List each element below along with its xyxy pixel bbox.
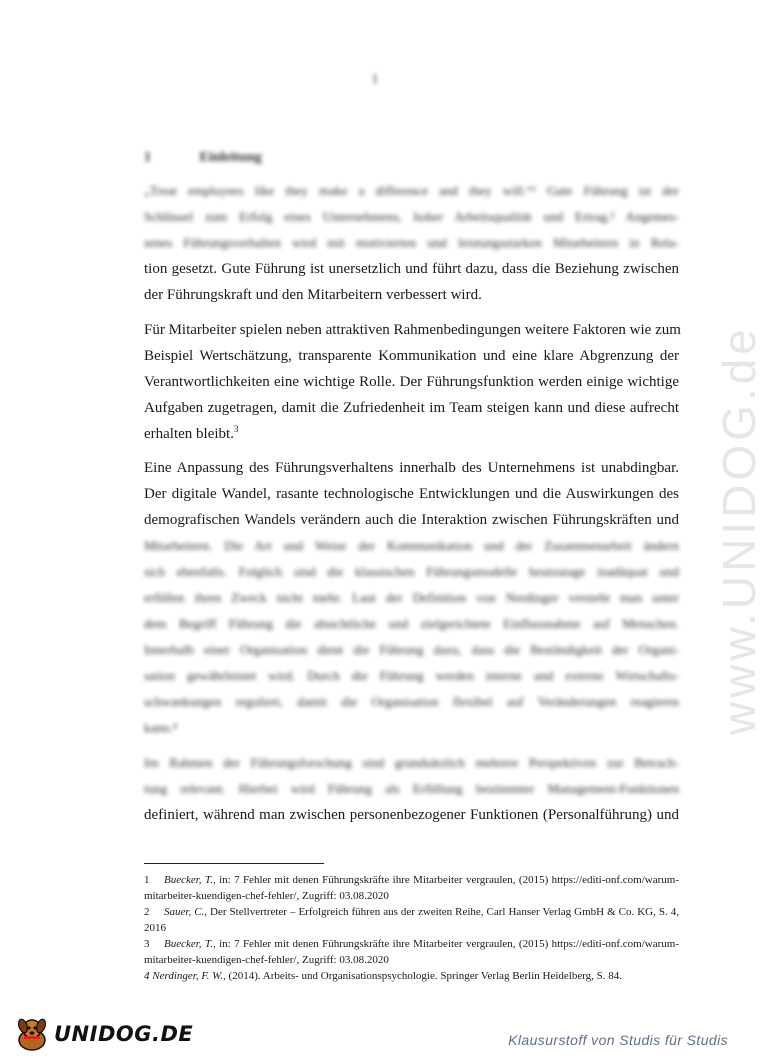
text-line: Aufgaben zugetragen, damit die Zufriedenheit im Team steigen kann und diese aufrecht [144,400,679,416]
paragraph-intro [144,178,679,308]
text-line: tung relevant. Hierbei wird Führung als Erfüllung bestimmter Management-Funktionen [144,781,679,796]
text-line: erfüllen ihren Zweck nicht mehr. Laut der Definition von Nerdinger versteht man unter [144,590,679,605]
text-line: „Treat employees like they make a difference and they will.“¹ Gute Führung ist der [144,183,679,198]
footnote [144,968,679,984]
footnote-divider [144,863,324,864]
footnote-reference: 3 [233,424,239,434]
footnote-text: Der Stellvertreter – Erfolgreich führen aus der zweiten Reihe, Carl Hanser Verlag GmbH & Co. KG, S. 4, 2016 [144,906,679,934]
text-line: Eine Anpassung des Führungsverhaltens innerhalb des Unternehmens ist unabdingbar. [144,460,679,476]
footnote-mark: 2 [144,906,150,918]
footnote-text: in: 7 Fehler mit denen Führungskräfte ihre Mitarbeiter vergraulen, (2015) https://editi-onf.com/warum-mitarbeiter-kuendigen-chef-fehler/, Zugriff: 03.08.2020 [144,938,679,966]
text-line: sation gewährleistet wird. Durch die Führung werden interne und externe Wirtschafts- [144,668,679,683]
footnote-author: 4 Nerdinger, F. W., [144,970,226,982]
footnote [144,936,679,968]
page-footer [0,1010,750,1059]
dog-mascot-icon [12,1016,52,1052]
unidog-logo[interactable] [12,1016,193,1052]
footnote [144,872,679,904]
text-line: tion gesetzt. Gute Führung ist unersetzlich und führt dazu, dass die Beziehung zwischen [144,261,679,277]
text-line: schwankungen reguliert, damit die Organisation flexibel auf Veränderungen reagieren [144,694,679,709]
text-line: sich ebenfalls. Folglich sind die klassischen Führungsmodelle heutzutage inadäquat und [144,564,679,579]
paragraph-2 [144,317,679,447]
footnotes [144,872,679,984]
page-number: 1 [371,72,379,87]
footnote-author: Buecker, T., [164,874,216,886]
text-line: Der digitale Wandel, rasante technologische Entwicklungen und die Auswirkungen des [144,486,679,502]
footnote [144,904,679,936]
footer-tagline: Klausurstoff von Studis für Studis [508,1032,728,1048]
text-line: demografischen Wandels verändern auch die Interaktion zwischen Führungskräften und [144,512,679,528]
text-line: Schlüssel zum Erfolg eines Unternehmens, hoher Arbeitsqualität und Ertrag.² Angemes- [144,209,679,224]
logo-text: UNIDOG.DE [54,1022,194,1046]
text-line: Innerhalb einer Organisation dient die Führung dazu, dass die Beständigkeit der Organi- [144,642,679,657]
text-line: Im Rahmen der Führungsforschung sind grundsätzlich mehrere Perspektiven zur Betrach- [144,755,679,770]
text-line: der Führungskraft und den Mitarbeitern verbessert wird. [144,287,482,303]
footnote-text: (2014). Arbeits- und Organisationspsychologie. Springer Verlag Berlin Heidelberg, S. 84. [225,970,623,982]
text-line: Mitarbeitern. Die Art und Weise der Kommunikation und der Zusammenarbeit ändern [144,538,679,553]
text-line: kann.⁴ [144,720,178,735]
text-line: senes Führungsverhalten wird mit motivierten und leistungsstarken Mitarbeitern in Rela- [144,235,679,250]
footnote-author: Buecker, T., [164,938,216,950]
text-line: Beispiel Wertschätzung, transparente Kommunikation und eine klare Abgrenzung der [144,348,679,364]
watermark: www.UNIDOG.de [713,325,765,735]
footnote-author: Sauer, C., [164,906,208,918]
footnote-mark: 3 [144,938,150,950]
section-heading [144,150,262,166]
footnote-mark: 1 [144,874,150,886]
intro-blurred-block [144,178,679,256]
para4-blurred-block [144,750,679,802]
para3-blurred-block [144,533,679,741]
text-line: dem Begriff Führung die absichtliche und zielgerichtete Einflussnahme auf Menschen. [144,616,679,631]
section-number: 1 [144,150,151,165]
text-line: Für Mitarbeiter spielen neben attraktiven Rahmenbedingungen weitere Faktoren wie zum [144,322,681,338]
text-line: erhalten bleibt. [144,426,234,442]
text-line-with-footnote [144,421,679,447]
section-title: Einleitung [199,150,262,165]
text-line: definiert, während man zwischen personenbezogener Funktionen (Personalführung) und [144,807,679,823]
paragraph-3 [144,455,679,741]
text-line: Verantwortlichkeiten eine wichtige Rolle. Der Führungsfunktion werden einige wichtige [144,374,679,390]
footnote-text: in: 7 Fehler mit denen Führungskräfte ihre Mitarbeiter vergraulen, (2015) https://editi-onf.com/warum-mitarbeiter-kuendigen-chef-fehler/, Zugriff: 03.08.2020 [144,874,679,902]
paragraph-4 [144,750,679,828]
